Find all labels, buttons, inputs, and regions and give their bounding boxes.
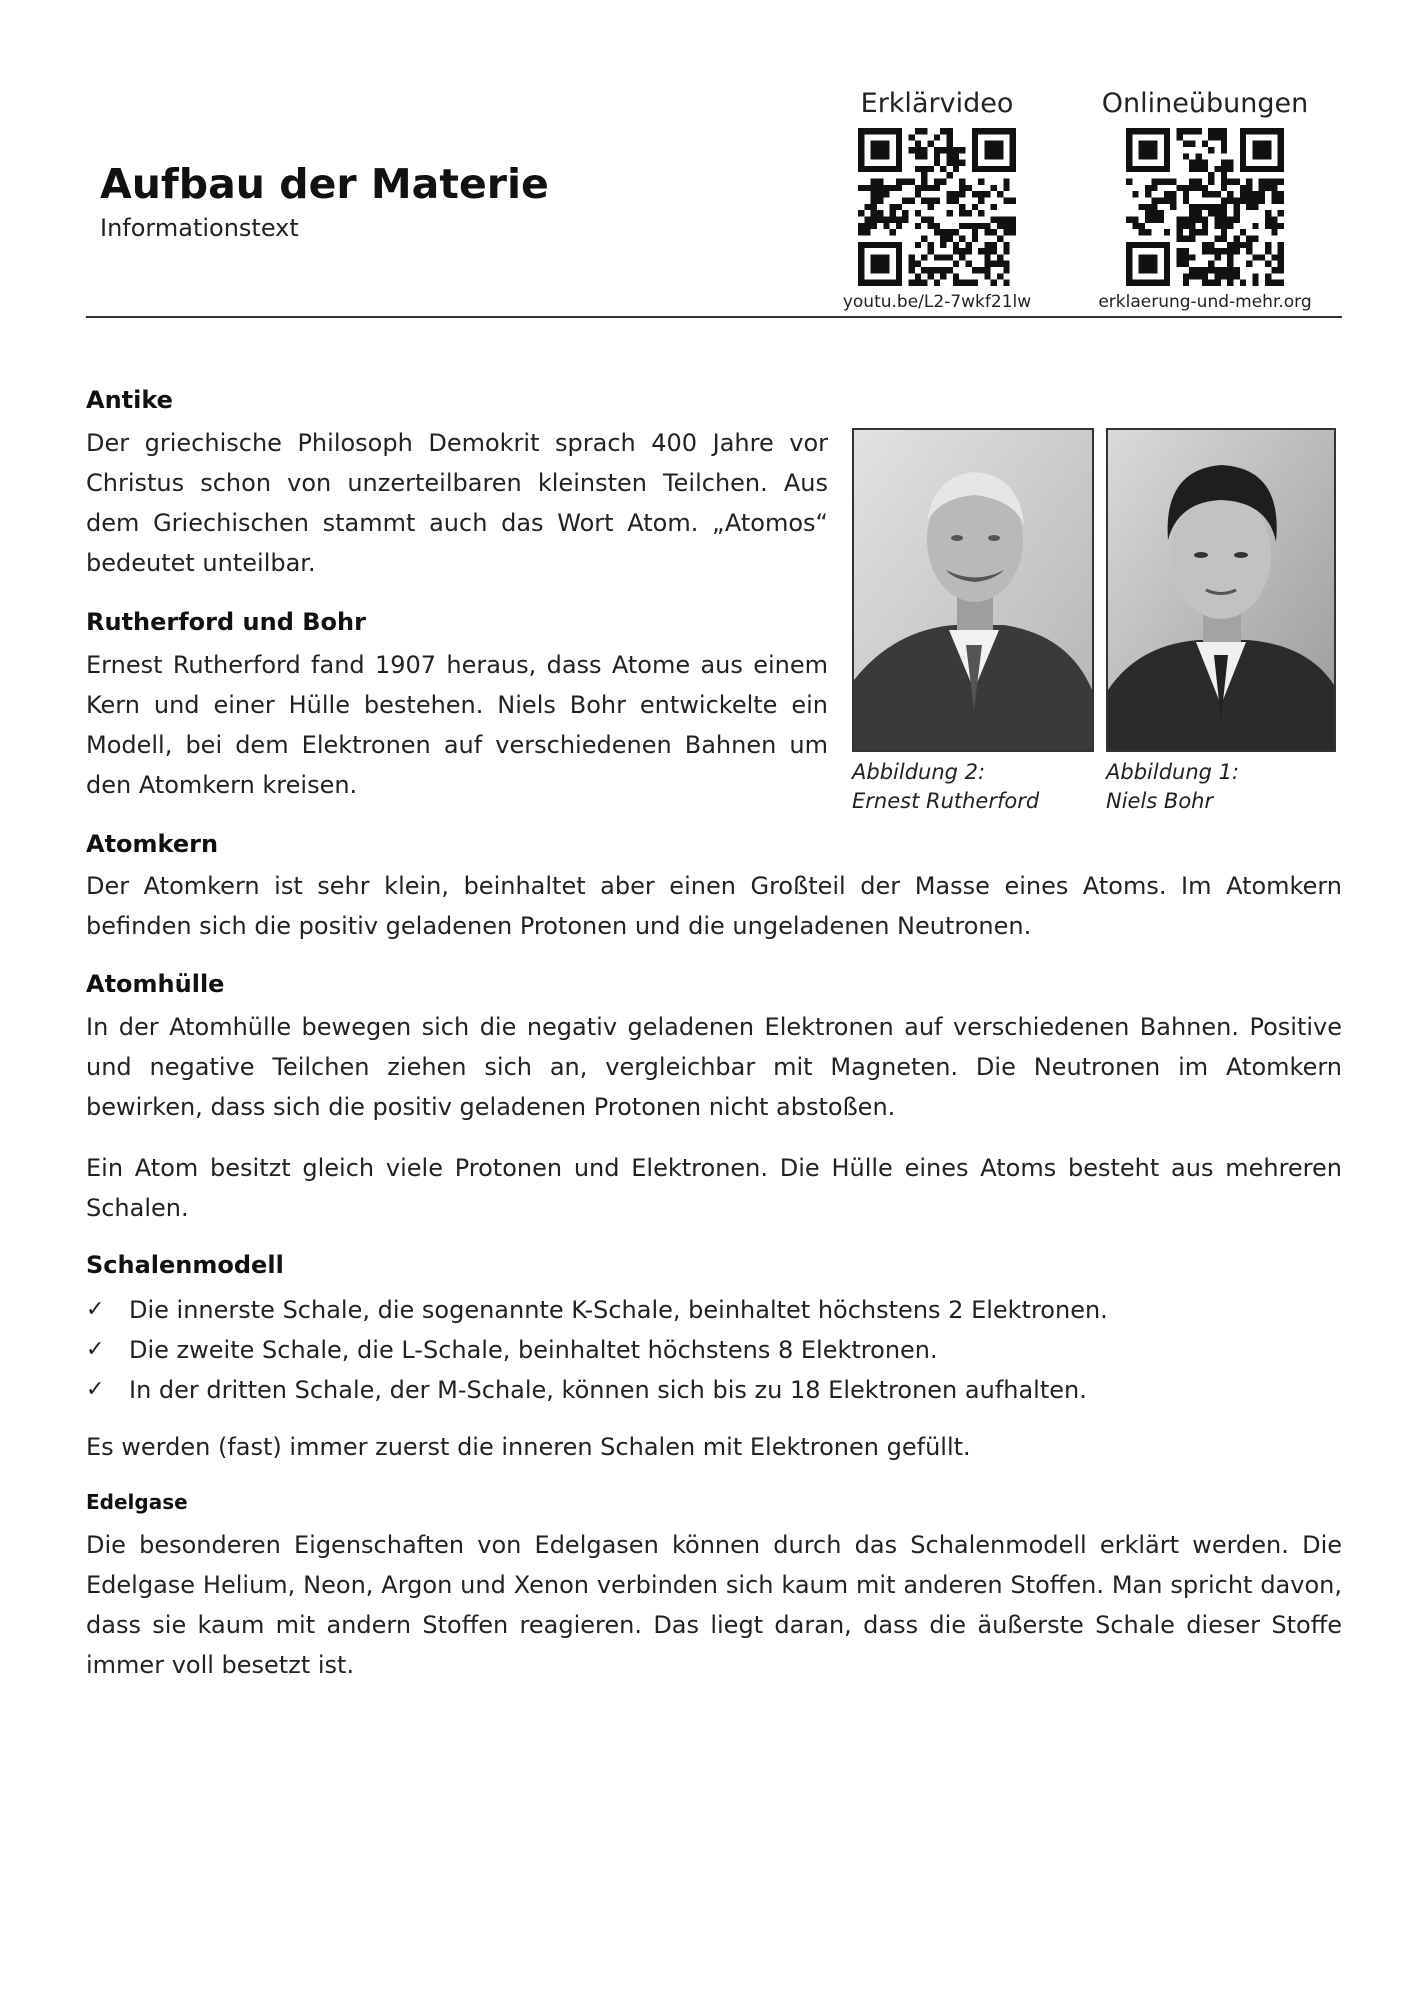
list-item-text: Die innerste Schale, die sogenannte K-Schale, beinhaltet höchstens 2 Elektronen.: [129, 1296, 1108, 1324]
heading-atomhuelle: Atomhülle: [86, 970, 225, 998]
text-schalenmodell-note: Es werden (fast) immer zuerst die inneren Schalen mit Elektronen gefüllt.: [86, 1433, 971, 1461]
header-divider: [86, 316, 1342, 318]
caption-rutherford-line2: Ernest Rutherford: [852, 789, 1040, 813]
qr-exercises-label: Onlineübungen: [1101, 88, 1309, 119]
schalenmodell-list: [86, 1290, 1108, 1410]
caption-bohr-line1: Abbildung 1:: [1106, 760, 1240, 784]
checkmark-icon: ✓: [86, 1337, 105, 1362]
qr-code-icon[interactable]: [1126, 128, 1284, 286]
caption-bohr-line2: Niels Bohr: [1106, 789, 1214, 813]
list-item: [86, 1290, 1108, 1330]
heading-edelgase: Edelgase: [86, 1490, 188, 1514]
heading-atomkern: Atomkern: [86, 830, 219, 858]
page-title: Aufbau der Materie: [100, 160, 549, 208]
heading-antike: Antike: [86, 386, 173, 414]
text-atomhuelle-1: In der Atomhülle bewegen sich die negativ geladenen Elektronen auf verschiedenen Bahnen. Positive und negative Teilchen ziehen sich an, vergleichbar mit Magneten. Die Neutronen im Atomkern bewirken, dass sich die positiv geladenen Protonen nicht abstoßen.: [86, 1013, 1342, 1121]
qr-video-block: [822, 86, 1052, 312]
portrait-bohr: [1106, 428, 1336, 752]
page-subtitle: Informationstext: [100, 214, 299, 242]
portrait-bohr-image: [1108, 430, 1334, 750]
qr-exercises-block: [1090, 86, 1320, 312]
text-atomhuelle-2: Ein Atom besitzt gleich viele Protonen und Elektronen. Die Hülle eines Atoms besteht aus mehreren Schalen.: [86, 1154, 1342, 1222]
caption-rutherford-line1: Abbildung 2:: [852, 760, 986, 784]
list-item-text: In der dritten Schale, der M-Schale, können sich bis zu 18 Elektronen aufhalten.: [129, 1376, 1087, 1404]
list-item: [86, 1330, 1108, 1370]
text-edelgase: Die besonderen Eigenschaften von Edelgasen können durch das Schalenmodell erklärt werden. Die Edelgase Helium, Neon, Argon und Xenon verbinden sich kaum mit anderen Stoffen. Man spricht davon, dass sie kaum mit andern Stoffen reagieren. Das liegt daran, dass die äußerste Schale dieser Stoffe immer voll besetzt ist.: [86, 1531, 1342, 1679]
qr-video-label: Erklärvideo: [860, 88, 1014, 119]
qr-code-icon[interactable]: [858, 128, 1016, 286]
text-rutherford-bohr: Ernest Rutherford fand 1907 heraus, dass Atome aus einem Kern und einer Hülle bestehen. Niels Bohr entwickelte ein Modell, bei dem Elektronen auf verschiedenen Bahnen um den Atomkern kreisen.: [86, 651, 828, 799]
heading-schalenmodell: Schalenmodell: [86, 1251, 284, 1279]
text-atomkern: Der Atomkern ist sehr klein, beinhaltet aber einen Großteil der Masse eines Atoms. Im Atomkern befinden sich die positiv geladenen Protonen und die ungeladenen Neutronen.: [86, 872, 1342, 940]
list-item: [86, 1370, 1108, 1410]
list-item-text: Die zweite Schale, die L-Schale, beinhaltet höchstens 8 Elektronen.: [129, 1336, 938, 1364]
heading-rutherford-bohr: Rutherford und Bohr: [86, 608, 366, 636]
caption-rutherford: [852, 758, 1039, 816]
caption-bohr: [1106, 758, 1239, 816]
checkmark-icon: ✓: [86, 1297, 105, 1322]
qr-exercises-url[interactable]: erklaerung-und-mehr.org: [1098, 292, 1312, 312]
checkmark-icon: ✓: [86, 1377, 105, 1402]
text-antike: Der griechische Philosoph Demokrit sprach 400 Jahre vor Christus schon von unzerteilbaren kleinsten Teilchen. Aus dem Griechischen stammt auch das Wort Atom. „Atomos“ bedeutet unteilbar.: [86, 429, 828, 577]
portrait-rutherford: [852, 428, 1094, 752]
portrait-rutherford-image: [854, 430, 1092, 750]
qr-video-url[interactable]: youtu.be/L2-7wkf21lw: [842, 292, 1032, 312]
